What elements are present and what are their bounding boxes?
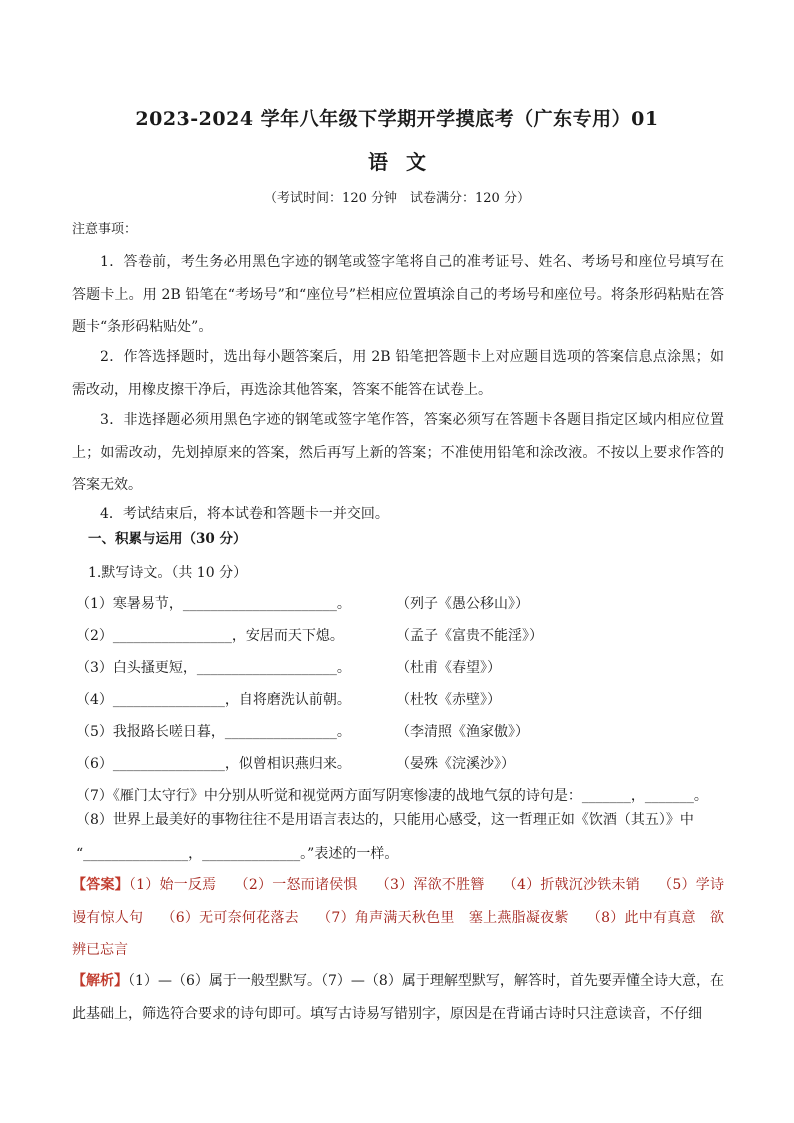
question-1-intro: 1.默写诗文。（共 10 分） [88,565,248,581]
recitation-source: （李清照《渔家傲》） [396,724,529,740]
answer-part: （2）一怒而诸侯惧 [234,877,358,893]
question-1-row [76,688,636,712]
note-item-3 [72,404,724,502]
answer-part: （3）浑欲不胜簪 [375,877,485,893]
note-item-4-text: 4．考试结束后，将本试卷和答题卡一并交回。 [100,506,389,522]
note-item-1 [72,246,724,344]
exam-time-and-score: （考试时间：120 分钟 试卷满分：120 分） [264,191,530,206]
recitation-line: （5）我报路长嗟日暮，________________。 [76,724,351,740]
recitation-source: （杜甫《春望》） [396,660,501,676]
question-1-part-8-line-2: “_______________，______________。”表述的一样。 [76,846,399,862]
answer-tag: 【答案】 [72,877,129,893]
recitation-source: （列子《愚公移山》） [396,596,529,612]
recitation-source: （晏殊《浣溪沙》） [396,756,515,772]
section-heading: 一、积累与运用（30 分） [88,531,247,547]
recitation-line: （1）寒暑易节，______________________。 [76,596,351,612]
notes-heading: 注意事项： [72,222,138,237]
question-1-part-8-line-1: （8）世界上最美好的事物往往不是用语言表达的，只能用心感受，这一哲理正如《饮酒（其五）》中 [76,812,694,828]
note-item-2 [72,341,724,406]
answer-part: （8）此中有真意 欲辨已忘言 [72,909,724,958]
recitation-source: （孟子《富贵不能淫》） [396,628,543,644]
recitation-line: （4）________________，自将磨洗认前朝。 [76,692,351,708]
note-item-1-text: 1．答卷前，考生务必用黑色字迹的钢笔或签字笔将自己的准考证号、姓名、考场号和座位号填写在答题卡上。用 2B 铅笔在“考场号”和“座位号”栏相应位置填涂自己的考场号和座位号。将条形码粘贴在答题卡“条形码粘贴处”。 [72,254,724,335]
question-1-part-7: （7）《雁门太守行》中分别从听觉和视觉两方面写阴寒惨凄的战地气氛的诗句是：_______，_______。 [76,788,708,804]
answer-part: （1）始一反焉 [128,877,217,893]
analysis-text: （1）—（6）属于一般型默写。（7）—（8）属于理解型默写，解答时，首先要弄懂全诗大意，在此基础上，筛选符合要求的诗句即可。填写古诗易写错别字，原因是在背诵古诗时只注意读音，不仔细 [72,973,724,1022]
recitation-source: （杜牧《赤壁》） [396,692,501,708]
recitation-line: （2）_________________，安居而天下熄。 [76,628,344,644]
note-item-4 [72,498,724,531]
recitation-line: （3）白头搔更短，____________________。 [76,660,351,676]
analysis-tag: 【解析】 [72,973,129,989]
question-1-row [76,752,636,776]
question-1-row [76,720,636,744]
question-1-row [76,592,636,616]
note-item-2-text: 2．作答选择题时，选出每小题答案后，用 2B 铅笔把答题卡上对应题目选项的答案信息点涂黑；如需改动，用橡皮擦干净后，再选涂其他答案，答案不能答在试卷上。 [72,349,724,398]
exam-title: 2023-2024 学年八年级下学期开学摸底考（广东专用）01 [135,108,659,130]
note-item-3-text: 3．非选择题必须用黑色字迹的钢笔或签字笔作答，答案必须写在答题卡各题目指定区域内相应位置上；如需改动，先划掉原来的答案，然后再写上新的答案；不准使用铅笔和涂改液。不按以上要求作答的答案无效。 [72,412,724,493]
analysis-block [72,965,724,1030]
answer-part: （7）角声满天秋色里 塞上燕脂凝夜紫 [316,909,569,926]
answer-part: （5）学诗谩有惊人句 [72,877,724,926]
question-1-row [76,656,636,680]
answer-part: （6）无可奈何花落去 [161,909,299,926]
answer-part: （4）折戟沉沙铁未销 [502,877,640,893]
question-1-row [76,624,636,648]
subject-title: 语文 [368,150,444,174]
answer-block [72,869,724,967]
recitation-line: （6）________________，似曾相识燕归来。 [76,756,351,772]
